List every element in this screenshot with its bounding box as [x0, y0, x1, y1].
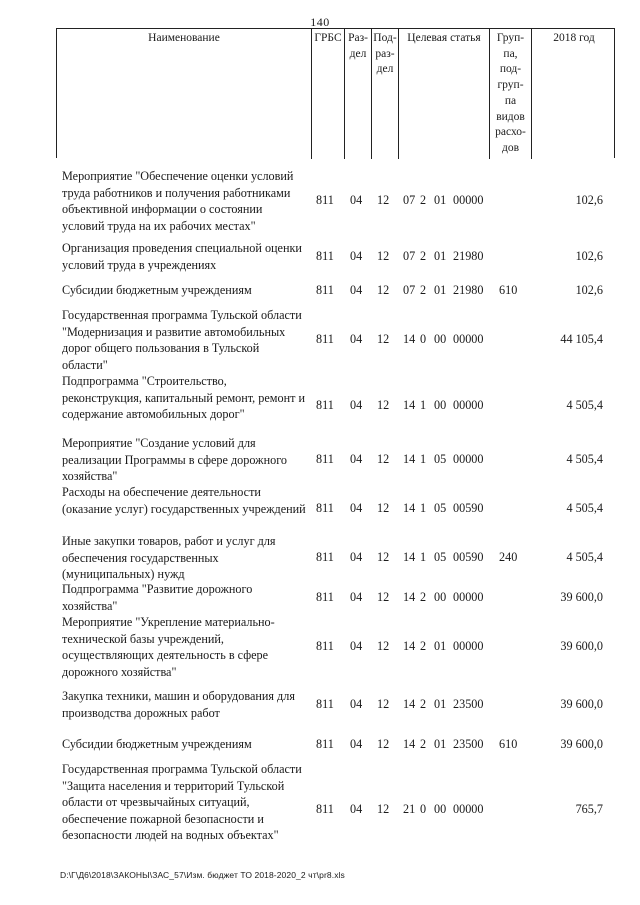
row-target-program: 07 — [403, 193, 416, 207]
row-target-direction: 00000 — [453, 590, 484, 604]
header-expense-type: Груп- па, под- груп- па видов расхо- дов — [490, 29, 532, 159]
row-podrazdel: 12 — [377, 590, 390, 604]
row-podrazdel: 12 — [377, 452, 390, 466]
row-name: Государственная программа Тульской области "Модернизация и развитие автомобильных дорог общего пользования в Тульской области" — [62, 308, 302, 372]
row-target-event: 00 — [434, 590, 447, 604]
row-target-subprogram: 2 — [420, 697, 427, 711]
row-target-event: 01 — [434, 737, 447, 751]
row-target-event: 00 — [434, 332, 447, 346]
row-razdel: 04 — [350, 737, 363, 751]
row-target-event: 01 — [434, 249, 447, 263]
row-target-direction: 00000 — [453, 398, 484, 412]
header-name: Наименование — [57, 29, 312, 159]
row-target-direction: 23500 — [453, 737, 484, 751]
row-razdel: 04 — [350, 639, 363, 653]
row-target-subprogram: 2 — [420, 590, 427, 604]
row-razdel: 04 — [350, 193, 363, 207]
row-sum-2018: 4 505,4 — [566, 550, 603, 564]
row-target-direction: 21980 — [453, 249, 484, 263]
row-target-program: 14 — [403, 501, 416, 515]
row-target-event: 01 — [434, 639, 447, 653]
row-name: Расходы на обеспечение деятельности (оказание услуг) государственных учреждений — [62, 485, 306, 516]
row-sum-2018: 39 600,0 — [560, 639, 603, 653]
row-expense-type: 610 — [499, 283, 518, 297]
row-target-subprogram: 2 — [420, 283, 427, 297]
row-grbs: 811 — [316, 249, 334, 263]
row-podrazdel: 12 — [377, 802, 390, 816]
row-sum-2018: 102,6 — [575, 193, 603, 207]
row-podrazdel: 12 — [377, 501, 390, 515]
row-target-subprogram: 2 — [420, 737, 427, 751]
row-grbs: 811 — [316, 501, 334, 515]
row-name: Мероприятие "Обеспечение оценки условий труда работников и получения работниками объективной информации о состоянии условий труда на их рабочих местах" — [62, 169, 294, 233]
row-razdel: 04 — [350, 332, 363, 346]
row-target-program: 07 — [403, 283, 416, 297]
row-target-program: 14 — [403, 697, 416, 711]
row-grbs: 811 — [316, 193, 334, 207]
row-target-direction: 00000 — [453, 802, 484, 816]
row-grbs: 811 — [316, 802, 334, 816]
row-podrazdel: 12 — [377, 249, 390, 263]
row-target-direction: 00590 — [453, 550, 484, 564]
row-sum-2018: 39 600,0 — [560, 697, 603, 711]
row-razdel: 04 — [350, 697, 363, 711]
row-grbs: 811 — [316, 398, 334, 412]
row-grbs: 811 — [316, 332, 334, 346]
row-target-event: 05 — [434, 550, 447, 564]
row-target-program: 21 — [403, 802, 416, 816]
row-target-subprogram: 0 — [420, 332, 427, 346]
row-podrazdel: 12 — [377, 398, 390, 412]
row-grbs: 811 — [316, 737, 334, 751]
row-razdel: 04 — [350, 501, 363, 515]
row-name: Закупка техники, машин и оборудования для производства дорожных работ — [62, 689, 295, 720]
row-target-program: 14 — [403, 452, 416, 466]
row-razdel: 04 — [350, 452, 363, 466]
row-podrazdel: 12 — [377, 697, 390, 711]
row-target-direction: 00590 — [453, 501, 484, 515]
row-grbs: 811 — [316, 639, 334, 653]
row-razdel: 04 — [350, 550, 363, 564]
row-sum-2018: 39 600,0 — [560, 590, 603, 604]
row-grbs: 811 — [316, 283, 334, 297]
row-razdel: 04 — [350, 590, 363, 604]
row-sum-2018: 4 505,4 — [566, 398, 603, 412]
row-sum-2018: 39 600,0 — [560, 737, 603, 751]
row-target-direction: 23500 — [453, 697, 484, 711]
row-name: Государственная программа Тульской области "Защита населения и территорий Тульской области от чрезвычайных ситуаций, обеспечение пожарной безопасности и безопасности людей на водных объектах" — [62, 762, 302, 842]
header-razdel: Раз- дел — [345, 29, 372, 159]
header-year-2018: 2018 год — [553, 32, 595, 44]
row-name: Организация проведения специальной оценки условий труда в учреждениях — [62, 241, 302, 272]
row-target-program: 14 — [403, 737, 416, 751]
row-target-program: 07 — [403, 249, 416, 263]
row-target-event: 01 — [434, 283, 447, 297]
row-target-event: 01 — [434, 193, 447, 207]
row-podrazdel: 12 — [377, 737, 390, 751]
row-sum-2018: 102,6 — [575, 283, 603, 297]
header-target-article: Целевая статья — [399, 29, 490, 159]
row-target-program: 14 — [403, 639, 416, 653]
row-target-direction: 00000 — [453, 639, 484, 653]
row-target-direction: 00000 — [453, 332, 484, 346]
row-target-subprogram: 2 — [420, 639, 427, 653]
row-target-program: 14 — [403, 332, 416, 346]
row-target-subprogram: 1 — [420, 501, 427, 515]
row-target-subprogram: 1 — [420, 452, 427, 466]
row-target-subprogram: 2 — [420, 249, 427, 263]
row-target-event: 01 — [434, 697, 447, 711]
row-razdel: 04 — [350, 283, 363, 297]
row-razdel: 04 — [350, 398, 363, 412]
page-number: 140 — [310, 15, 330, 29]
row-podrazdel: 12 — [377, 639, 390, 653]
row-target-direction: 21980 — [453, 283, 484, 297]
file-path-footer: D:\Г\Д6\2018\ЗАКОНЫ\ЗАС_57\Изм. бюджет ТО 2018-2020_2 чт\pr8.xls — [60, 870, 345, 880]
row-target-subprogram: 0 — [420, 802, 427, 816]
row-target-program: 14 — [403, 590, 416, 604]
row-sum-2018: 4 505,4 — [566, 452, 603, 466]
row-podrazdel: 12 — [377, 332, 390, 346]
row-grbs: 811 — [316, 697, 334, 711]
row-target-event: 05 — [434, 452, 447, 466]
row-name: Субсидии бюджетным учреждениям — [62, 737, 252, 751]
row-name: Субсидии бюджетным учреждениям — [62, 283, 252, 297]
row-razdel: 04 — [350, 802, 363, 816]
row-sum-2018: 4 505,4 — [566, 501, 603, 515]
row-sum-2018: 765,7 — [575, 802, 603, 816]
row-target-program: 14 — [403, 550, 416, 564]
header-grbs: ГРБС — [312, 29, 345, 159]
row-grbs: 811 — [316, 452, 334, 466]
table-header — [56, 28, 615, 158]
row-target-event: 00 — [434, 398, 447, 412]
row-razdel: 04 — [350, 249, 363, 263]
row-name: Иные закупки товаров, работ и услуг для обеспечения государственных (муниципальных) нужд — [62, 534, 276, 581]
row-target-event: 05 — [434, 501, 447, 515]
row-target-subprogram: 1 — [420, 550, 427, 564]
row-target-subprogram: 1 — [420, 398, 427, 412]
row-target-program: 14 — [403, 398, 416, 412]
row-name: Подпрограмма "Строительство, реконструкция, капитальный ремонт, ремонт и содержание автомобильных дорог" — [62, 374, 305, 421]
row-podrazdel: 12 — [377, 193, 390, 207]
row-podrazdel: 12 — [377, 550, 390, 564]
row-target-subprogram: 2 — [420, 193, 427, 207]
row-podrazdel: 12 — [377, 283, 390, 297]
row-expense-type: 240 — [499, 550, 518, 564]
row-target-direction: 00000 — [453, 193, 484, 207]
row-name: Подпрограмма "Развитие дорожного хозяйства" — [62, 582, 253, 613]
row-sum-2018: 44 105,4 — [560, 332, 603, 346]
row-target-direction: 00000 — [453, 452, 484, 466]
row-expense-type: 610 — [499, 737, 518, 751]
row-sum-2018: 102,6 — [575, 249, 603, 263]
row-target-event: 00 — [434, 802, 447, 816]
row-grbs: 811 — [316, 590, 334, 604]
row-name: Мероприятие "Создание условий для реализации Программы в сфере дорожного хозяйства" — [62, 436, 287, 483]
row-grbs: 811 — [316, 550, 334, 564]
row-name: Мероприятие "Укрепление материально-технической базы учреждений, осуществляющих деятельность в сфере дорожного хозяйства" — [62, 615, 275, 679]
header-podrazdel: Под- раз- дел — [372, 29, 399, 159]
